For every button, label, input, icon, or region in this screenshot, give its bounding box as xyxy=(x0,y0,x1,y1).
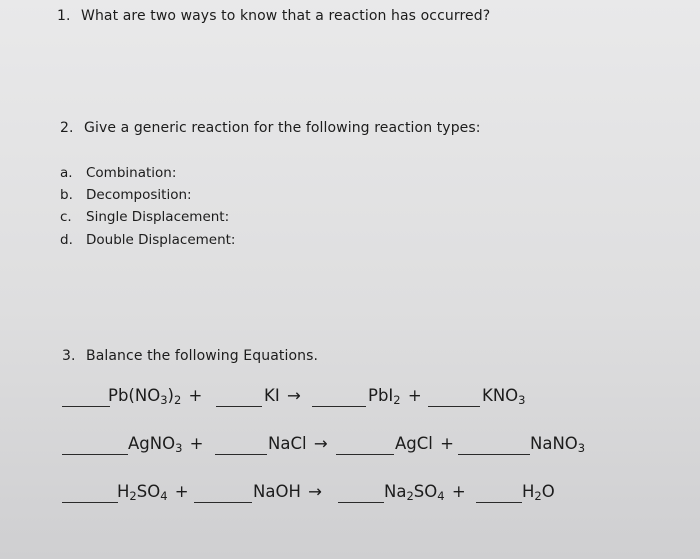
reactant-potassium-iodide: KI → xyxy=(264,386,301,405)
question-3 xyxy=(62,348,318,364)
reaction-type-single-displacement xyxy=(60,209,229,225)
question-3-number: 3. xyxy=(62,348,76,364)
product-sodium-nitrate: NaNO$_3$ xyxy=(530,434,586,455)
product-silver-chloride: AgCl + xyxy=(395,434,454,453)
coefficient-blank[interactable] xyxy=(62,502,118,503)
question-3-text: Balance the following Equations. xyxy=(86,348,319,364)
coefficient-blank[interactable] xyxy=(215,454,267,455)
question-2 xyxy=(60,120,481,136)
coefficient-blank[interactable] xyxy=(458,454,530,455)
plus-sign: + xyxy=(189,434,204,453)
coefficient-blank[interactable] xyxy=(62,406,110,407)
item-letter: a. xyxy=(60,165,73,181)
reactant-sodium-hydroxide: NaOH → xyxy=(253,482,322,501)
coefficient-blank[interactable] xyxy=(336,454,394,455)
plus-sign: + xyxy=(188,386,203,405)
reaction-arrow: → xyxy=(308,482,322,501)
equation-3 xyxy=(0,482,700,512)
equation-1 xyxy=(0,386,700,416)
product-water: $H_2O$ xyxy=(522,482,555,503)
reactant-lead-nitrate: $Pb(NO_3)_2$ + xyxy=(108,386,203,407)
question-1-text: What are two ways to know that a reaction has occurred? xyxy=(81,8,491,24)
coefficient-blank[interactable] xyxy=(428,406,480,407)
plus-sign: + xyxy=(440,434,454,453)
plus-sign: + xyxy=(407,386,422,405)
item-label: Decomposition: xyxy=(86,187,192,203)
product-sodium-sulfate: $Na_2SO_4$ + xyxy=(384,482,466,503)
coefficient-blank[interactable] xyxy=(476,502,522,503)
item-label: Combination: xyxy=(86,165,177,181)
coefficient-blank[interactable] xyxy=(194,502,252,503)
reaction-arrow: → xyxy=(313,434,328,453)
reactant-silver-nitrate: AgNO$_3$ + xyxy=(128,434,204,455)
reactant-sulfuric-acid: $H_2SO_4$ + xyxy=(117,482,189,503)
reaction-type-double-displacement xyxy=(60,232,235,248)
item-label: Single Displacement: xyxy=(86,209,230,225)
item-label: Double Displacement: xyxy=(86,232,236,248)
item-letter: b. xyxy=(60,187,73,203)
product-potassium-nitrate: $KNO_3$ xyxy=(482,386,526,407)
question-2-text: Give a generic reaction for the following reaction types: xyxy=(84,120,481,136)
plus-sign: + xyxy=(451,482,466,501)
question-2-number: 2. xyxy=(60,120,74,136)
reaction-type-decomposition xyxy=(60,187,192,203)
coefficient-blank[interactable] xyxy=(216,406,262,407)
product-lead-iodide: PbI$_2$ + xyxy=(368,386,422,407)
item-letter: d. xyxy=(60,232,73,248)
question-1 xyxy=(57,8,490,24)
coefficient-blank[interactable] xyxy=(312,406,366,407)
reactant-sodium-chloride: NaCl → xyxy=(268,434,328,453)
reaction-arrow: → xyxy=(286,386,301,405)
reaction-type-combination xyxy=(60,165,176,181)
item-letter: c. xyxy=(60,209,72,225)
coefficient-blank[interactable] xyxy=(62,454,128,455)
equation-2 xyxy=(0,434,700,464)
coefficient-blank[interactable] xyxy=(338,502,384,503)
question-1-number: 1. xyxy=(57,8,71,24)
plus-sign: + xyxy=(174,482,189,501)
